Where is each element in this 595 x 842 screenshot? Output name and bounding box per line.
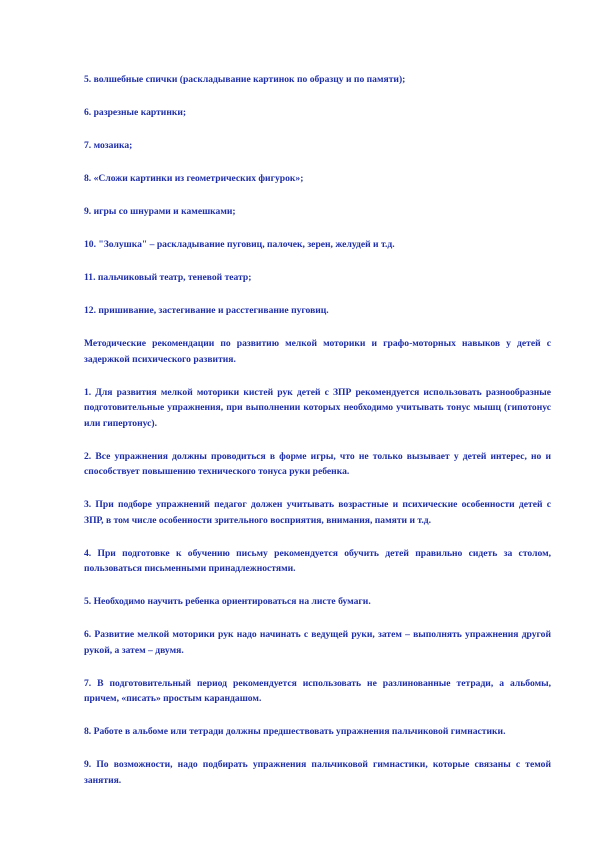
list-item-9-cords-pebbles: 9. игры со шнурами и камешками; (84, 206, 236, 217)
recommendation-6: 6. Развитие мелкой моторики рук надо начинать с ведущей руки, затем – выполнять упражнения другой рукой, а затем – двумя. (84, 629, 551, 656)
recommendation-5: 5. Необходимо научить ребенка ориентироваться на листе бумаги. (84, 596, 371, 607)
recommendation-9: 9. По возможности, надо подбирать упражнения пальчиковой гимнастики, которые связаны с темой занятия. (84, 759, 551, 786)
recommendation-4: 4. При подготовке к обучению письму рекомендуется обучить детей правильно сидеть за столом, пользоваться письменными принадлежностями. (84, 547, 551, 574)
list-item-7-mosaic: 7. мозаика; (84, 140, 133, 151)
section-heading-recommendations: Методические рекомендации по развитию мелкой моторики и графо-моторных навыков у детей с задержкой психического развития. (84, 338, 551, 365)
recommendation-8: 8. Работе в альбоме или тетради должны предшествовать упражнения пальчиковой гимнастики. (84, 726, 506, 737)
recommendation-2: 2. Все упражнения должны проводиться в форме игры, что не только вызывает у детей интерес, но и способствует повышению технического тонуса руки ребенка. (84, 450, 551, 477)
document-body (84, 72, 551, 806)
list-item-5-magic-matches: 5. волшебные спички (раскладывание картинок по образцу и по памяти); (84, 74, 406, 85)
recommendation-7: 7. В подготовительный период рекомендуется использовать не разлинованные тетради, а альбомы, причем, «писать» простым карандашом. (84, 677, 551, 704)
list-item-10-cinderella: 10. "Золушка" – раскладывание пуговиц, палочек, зерен, желудей и т.д. (84, 239, 395, 250)
list-item-8-geometric-shapes: 8. «Сложи картинки из геометрических фигурок»; (84, 173, 304, 184)
recommendation-1: 1. Для развития мелкой моторики кистей рук детей с ЗПР рекомендуется использовать разнообразные подготовительные упражнения, при выполнении которых необходимо учитывать тонус мышц (гипотонус или гипертонус). (84, 386, 551, 429)
list-item-6-cut-pictures: 6. разрезные картинки; (84, 107, 187, 118)
recommendation-3: 3. При подборе упражнений педагог должен учитывать возрастные и психические особенности детей с ЗПР, в том числе особенности зрительного восприятия, внимания, памяти и т.д. (84, 499, 551, 526)
list-item-11-finger-theatre: 11. пальчиковый театр, теневой театр; (84, 272, 252, 283)
list-item-12-buttons: 12. пришивание, застегивание и расстегивание пуговиц. (84, 305, 329, 316)
